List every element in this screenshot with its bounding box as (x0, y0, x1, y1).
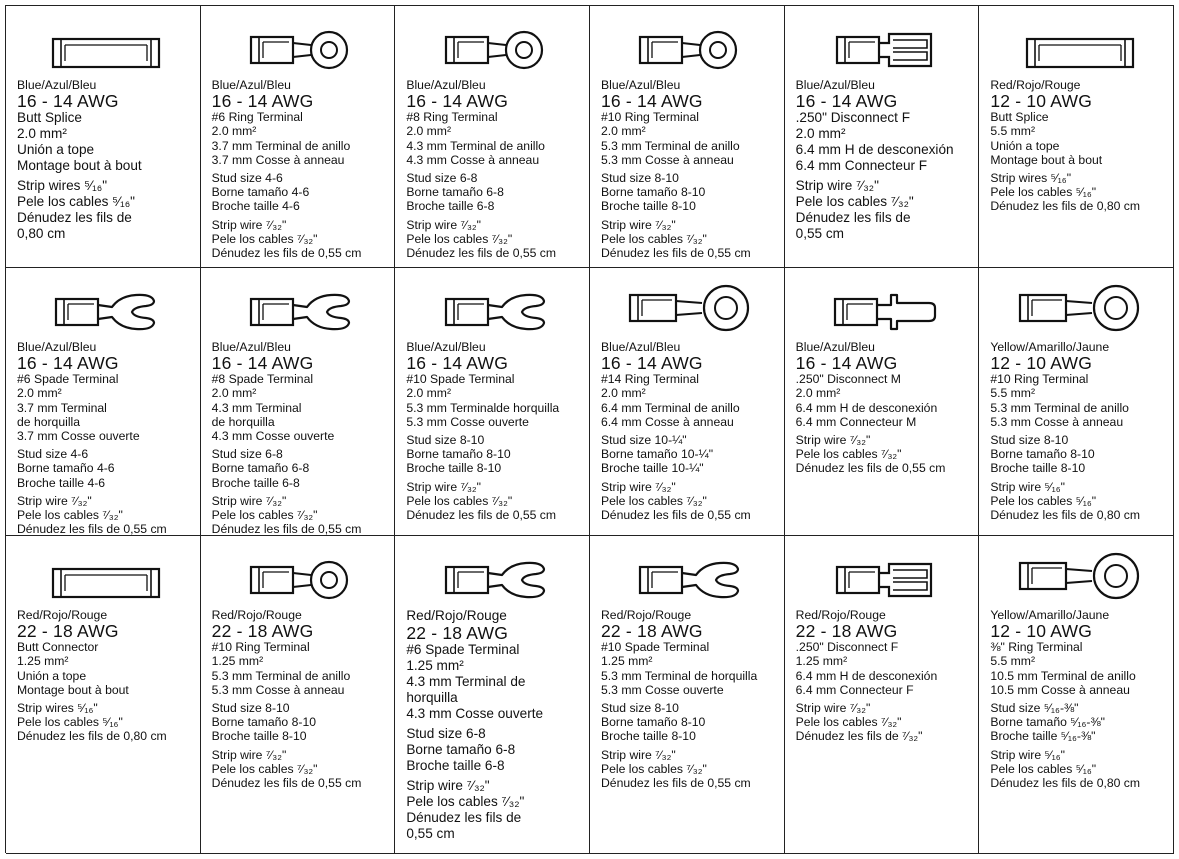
awg-range: 16 - 14 AWG (795, 91, 898, 112)
strip-wire-line: Pele los cables ⁵⁄₁₆" (17, 194, 136, 210)
terminal-cell (785, 536, 980, 854)
strip-wire-line: Pele los cables ⁷⁄₃₂" (601, 231, 707, 246)
strip-wire-line: Dénudez les fils de 0,80 cm (17, 729, 167, 744)
awg-range: 16 - 14 AWG (406, 91, 509, 112)
strip-wire-line: Pele los cables ⁷⁄₃₂" (211, 508, 318, 523)
awg-range: 16 - 14 AWG (211, 91, 314, 112)
stud-size-line: Borne tamaño 8-10 (406, 447, 511, 462)
terminal-description-line: Montage bout à bout (17, 158, 142, 174)
strip-wire-line: Strip wire ⁷⁄₃₂" (17, 493, 92, 508)
strip-wire-line: Strip wire ⁵⁄₁₆" (990, 479, 1065, 494)
stud-size-line: Borne tamaño ⁵⁄₁₆-⅜" (990, 715, 1105, 730)
terminal-cell (590, 536, 785, 854)
terminal-description-line: Unión a tope (17, 142, 95, 158)
terminal-description-line: 5.5 mm² (990, 654, 1036, 669)
terminal-description-line: #10 Ring Terminal (990, 372, 1089, 387)
stud-size-line: Borne tamaño 4-6 (211, 185, 310, 200)
terminal-spec-text (796, 78, 975, 242)
terminal-description-line: 5.5 mm² (990, 386, 1036, 401)
awg-range: 22 - 18 AWG (406, 623, 509, 643)
terminal-description-line: 6.4 mm Connecteur F (795, 158, 928, 174)
terminal-description-line: 2.0 mm² (795, 386, 841, 401)
terminal-cell (201, 268, 396, 536)
spade-terminal-icon (601, 542, 780, 600)
stud-size-line: Broche taille 8-10 (601, 729, 696, 744)
terminal-description-line: 2.0 mm² (601, 386, 646, 401)
strip-wire-line: Strip wire ⁷⁄₃₂" (795, 433, 871, 448)
wire-color-label: Red/Rojo/Rouge (990, 78, 1081, 92)
strip-wire-line: Pele los cables ⁷⁄₃₂" (406, 794, 525, 809)
wire-color-label: Blue/Azul/Bleu (601, 78, 681, 92)
terminal-description-line: 3.7 mm Cosse ouverte (17, 429, 140, 444)
terminal-cell (590, 268, 785, 536)
strip-wire-line: Pele los cables ⁷⁄₃₂" (601, 493, 707, 508)
strip-wire-line: Dénudez les fils de 0,55 cm (601, 508, 751, 523)
terminal-description-line: Montage bout à bout (17, 682, 129, 697)
wire-color-label: Blue/Azul/Bleu (17, 340, 97, 354)
awg-range: 12 - 10 AWG (990, 91, 1093, 112)
terminal-description-line: #6 Spade Terminal (17, 372, 119, 387)
wire-color-label: Blue/Azul/Bleu (601, 340, 681, 354)
awg-range: 16 - 14 AWG (17, 91, 119, 112)
terminal-description-line: 5.3 mm Cosse ouverte (601, 682, 724, 697)
terminal-description-line: 5.3 mm Cosse à anneau (990, 414, 1124, 429)
wire-color-label: Blue/Azul/Bleu (406, 78, 486, 92)
terminal-description-line: 2.0 mm² (17, 126, 67, 142)
terminal-description-line: #8 Ring Terminal (406, 110, 498, 125)
awg-range: 22 - 18 AWG (601, 621, 703, 642)
strip-wire-line: Dénudez les fils de (795, 210, 911, 226)
strip-wire-line: Strip wire ⁷⁄₃₂" (601, 747, 676, 762)
strip-wire-line: Strip wires ⁵⁄₁₆" (990, 171, 1072, 186)
strip-wire-line: Pele los cables ⁵⁄₁₆" (990, 185, 1097, 200)
stud-size-line: Stud size 6-8 (211, 447, 283, 462)
wire-color-label: Blue/Azul/Bleu (211, 340, 291, 354)
stud-size-line: Borne tamaño 8-10 (211, 715, 316, 730)
awg-range: 22 - 18 AWG (211, 621, 314, 642)
awg-range: 16 - 14 AWG (795, 353, 898, 374)
terminal-description-line: 1.25 mm² (406, 658, 464, 673)
terminal-description-line: #10 Spade Terminal (601, 640, 710, 655)
strip-wire-line: Dénudez les fils de 0,55 cm (406, 246, 557, 261)
terminal-description-line: 2.0 mm² (601, 124, 646, 139)
terminal-description-line: 5.3 mm Cosse à anneau (211, 682, 345, 697)
terminal-description-line: #10 Ring Terminal (211, 640, 310, 655)
terminal-description-line: 1.25 mm² (601, 654, 653, 669)
stud-size-line: Borne tamaño 8-10 (990, 447, 1095, 462)
ring-terminal-icon (212, 12, 391, 70)
strip-wire-line: Strip wire ⁷⁄₃₂" (406, 479, 481, 494)
terminal-chart-grid (5, 5, 1174, 853)
wire-color-label: Red/Rojo/Rouge (795, 608, 886, 622)
stud-size-line: Borne tamaño 10-¼" (601, 447, 714, 462)
terminal-description-line: .250" Disconnect F (795, 110, 911, 126)
terminal-description-line: #10 Ring Terminal (601, 110, 700, 125)
butt-splice-icon (990, 12, 1169, 70)
terminal-spec-text (17, 78, 196, 242)
strip-wire-line: Pele los cables ⁷⁄₃₂" (795, 194, 914, 210)
stud-size-line: Stud size 8-10 (406, 433, 485, 448)
terminal-spec-text (212, 340, 391, 536)
terminal-description-line: 2.0 mm² (406, 124, 452, 139)
terminal-description-line: 6.4 mm Connecteur F (795, 682, 914, 697)
strip-wire-line: Dénudez les fils de ⁷⁄₃₂" (795, 729, 923, 744)
terminal-description-line: 6.4 mm Terminal de anillo (601, 400, 740, 415)
strip-wire-line: Dénudez les fils de 0,80 cm (990, 776, 1141, 791)
terminal-cell (979, 536, 1174, 854)
wire-color-label: Red/Rojo/Rouge (17, 608, 108, 622)
terminal-description-line: 6.4 mm H de desconexión (795, 400, 938, 415)
terminal-description-line: Unión a tope (990, 138, 1060, 153)
butt-splice-icon (17, 542, 196, 600)
strip-wire-line: Dénudez les fils de (17, 210, 132, 226)
strip-wire-line: Dénudez les fils de 0,55 cm (406, 508, 557, 523)
strip-wire-line: Dénudez les fils de (406, 810, 522, 825)
ring-terminal-icon (601, 12, 780, 70)
terminal-spec-text (601, 608, 780, 790)
terminal-spec-text (212, 608, 391, 790)
stud-size-line: Stud size 10-¼" (601, 433, 687, 448)
terminal-cell (395, 536, 590, 854)
strip-wire-line: Strip wire ⁷⁄₃₂" (795, 178, 879, 194)
strip-wire-line: Dénudez les fils de 0,55 cm (17, 522, 167, 536)
terminal-description-line: 6.4 mm Connecteur M (795, 414, 917, 429)
terminal-cell (785, 268, 980, 536)
stud-size-line: Stud size 6-8 (406, 726, 486, 741)
terminal-description-line: 6.4 mm Cosse à anneau (601, 414, 734, 429)
strip-wire-line: 0,55 cm (406, 826, 455, 841)
ring-terminal-large-icon (601, 274, 780, 332)
ring-terminal-large-icon (990, 274, 1169, 332)
awg-range: 16 - 14 AWG (406, 353, 509, 374)
stud-size-line: Borne tamaño 8-10 (601, 185, 706, 200)
strip-wire-line: Dénudez les fils de 0,80 cm (990, 508, 1141, 523)
terminal-description-line: 1.25 mm² (211, 654, 264, 669)
terminal-description-line: de horquilla (17, 414, 81, 429)
stud-size-line: Stud size 4-6 (17, 447, 89, 462)
strip-wire-line: Pele los cables ⁷⁄₃₂" (601, 761, 707, 776)
terminal-spec-text (406, 340, 585, 522)
stud-size-line: Borne tamaño 6-8 (406, 742, 516, 757)
terminal-description-line: 4.3 mm Cosse ouverte (406, 706, 544, 721)
terminal-description-line: 6.4 mm H de desconexión (795, 668, 938, 683)
wire-color-label: Blue/Azul/Bleu (795, 78, 875, 92)
wire-color-label: Red/Rojo/Rouge (601, 608, 692, 622)
terminal-description-line: .250" Disconnect M (795, 372, 901, 387)
terminal-description-line: #14 Ring Terminal (601, 372, 700, 387)
strip-wire-line: Pele los cables ⁷⁄₃₂" (211, 231, 318, 246)
strip-wire-line: 0,80 cm (17, 226, 66, 242)
terminal-cell (979, 268, 1174, 536)
stud-size-line: Stud size 4-6 (211, 171, 283, 186)
stud-size-line: Stud size 8-10 (990, 433, 1069, 448)
strip-wire-line: Dénudez les fils de 0,80 cm (990, 199, 1141, 214)
terminal-cell (6, 268, 201, 536)
strip-wire-line: Dénudez les fils de 0,55 cm (601, 246, 751, 261)
stud-size-line: Stud size 8-10 (601, 171, 679, 186)
terminal-description-line: 5.3 mm Terminal de anillo (990, 400, 1129, 415)
terminal-description-line: 5.3 mm Terminal de anillo (601, 138, 740, 153)
strip-wire-line: Pele los cables ⁷⁄₃₂" (17, 508, 123, 523)
wire-color-label: Blue/Azul/Bleu (795, 340, 875, 354)
terminal-description-line: 5.3 mm Terminal de horquilla (601, 668, 758, 683)
stud-size-line: Broche taille 8-10 (406, 461, 502, 476)
stud-size-line: Broche taille 4-6 (17, 475, 106, 490)
terminal-description-line: 2.0 mm² (17, 386, 62, 401)
ring-terminal-icon (212, 542, 391, 600)
terminal-description-line: 4.3 mm Cosse à anneau (406, 152, 540, 167)
strip-wire-line: Pele los cables ⁵⁄₁₆" (17, 715, 123, 730)
terminal-cell (395, 268, 590, 536)
strip-wire-line: Pele los cables ⁷⁄₃₂" (795, 447, 902, 462)
spade-terminal-icon (406, 542, 585, 600)
stud-size-line: Borne tamaño 8-10 (601, 715, 706, 730)
strip-wire-line: Pele los cables ⁷⁄₃₂" (211, 761, 318, 776)
disconnect-male-icon (796, 274, 975, 332)
strip-wire-line: Dénudez les fils de 0,55 cm (795, 461, 946, 476)
terminal-cell (979, 6, 1174, 268)
stud-size-line: Borne tamaño 6-8 (406, 185, 504, 200)
wire-color-label: Yellow/Amarillo/Jaune (990, 608, 1110, 622)
strip-wire-line: Strip wire ⁷⁄₃₂" (406, 217, 481, 232)
terminal-description-line: 5.3 mm Terminalde horquilla (406, 400, 560, 415)
terminal-description-line: 3.7 mm Terminal (17, 400, 107, 415)
stud-size-line: Broche taille 8-10 (211, 729, 307, 744)
terminal-description-line: Unión a tope (17, 668, 87, 683)
terminal-description-line: 2.0 mm² (795, 126, 846, 142)
strip-wire-line: Strip wires ⁵⁄₁₆" (17, 701, 98, 716)
terminal-description-line: #8 Spade Terminal (211, 372, 314, 387)
wire-color-label: Red/Rojo/Rouge (211, 608, 302, 622)
terminal-spec-text (406, 78, 585, 260)
terminal-description-line: Montage bout à bout (990, 152, 1103, 167)
stud-size-line: Borne tamaño 6-8 (211, 461, 310, 476)
stud-size-line: Stud size 8-10 (601, 701, 679, 716)
terminal-description-line: 2.0 mm² (211, 124, 257, 139)
strip-wire-line: Pele los cables ⁵⁄₁₆" (990, 493, 1097, 508)
ring-terminal-icon (406, 12, 585, 70)
terminal-spec-text (17, 608, 196, 744)
awg-range: 16 - 14 AWG (601, 91, 703, 112)
wire-color-label: Red/Rojo/Rouge (406, 608, 507, 623)
terminal-spec-text (212, 78, 391, 260)
terminal-cell (590, 6, 785, 268)
strip-wire-line: Strip wire ⁵⁄₁₆" (990, 747, 1065, 762)
terminal-cell (6, 6, 201, 268)
stud-size-line: Broche taille 8-10 (601, 199, 696, 214)
strip-wire-line: Dénudez les fils de 0,55 cm (211, 522, 362, 536)
terminal-description-line: Butt Splice (17, 110, 82, 126)
terminal-cell (201, 536, 396, 854)
disconnect-female-icon (796, 542, 975, 600)
stud-size-line: Broche taille 6-8 (406, 758, 505, 773)
terminal-spec-text (601, 340, 780, 522)
spade-terminal-icon (406, 274, 585, 332)
stud-size-line: Broche taille ⁵⁄₁₆-⅜" (990, 729, 1096, 744)
terminal-spec-text (990, 78, 1169, 214)
terminal-description-line: 3.7 mm Cosse à anneau (211, 152, 345, 167)
terminal-description-line: 4.3 mm Terminal de anillo (406, 138, 545, 153)
disconnect-female-icon (796, 12, 975, 70)
wire-color-label: Blue/Azul/Bleu (211, 78, 291, 92)
terminal-description-line: 5.3 mm Terminal de anillo (211, 668, 351, 683)
terminal-description-line: ⅜" Ring Terminal (990, 640, 1083, 655)
terminal-description-line: 5.5 mm² (990, 124, 1036, 139)
terminal-description-line: horquilla (406, 690, 458, 705)
spade-terminal-icon (212, 274, 391, 332)
strip-wire-line: Dénudez les fils de 0,55 cm (211, 246, 362, 261)
stud-size-line: Broche taille 6-8 (406, 199, 495, 214)
stud-size-line: Borne tamaño 4-6 (17, 461, 115, 476)
terminal-spec-text (406, 608, 585, 842)
stud-size-line: Stud size 8-10 (211, 701, 290, 716)
stud-size-line: Broche taille 8-10 (990, 461, 1086, 476)
butt-splice-icon (17, 12, 196, 70)
terminal-description-line: #6 Spade Terminal (406, 642, 520, 657)
terminal-description-line: 4.3 mm Terminal (211, 400, 302, 415)
awg-range: 16 - 14 AWG (211, 353, 314, 374)
stud-size-line: Stud size ⁵⁄₁₆-⅜" (990, 701, 1079, 716)
terminal-description-line: Butt Connector (17, 640, 99, 655)
stud-size-line: Broche taille 6-8 (211, 475, 300, 490)
terminal-description-line: 4.3 mm Cosse ouverte (211, 429, 335, 444)
terminal-description-line: .250" Disconnect F (795, 640, 899, 655)
wire-color-label: Blue/Azul/Bleu (17, 78, 97, 92)
terminal-description-line: 2.0 mm² (211, 386, 257, 401)
strip-wire-line: 0,55 cm (795, 226, 845, 242)
wire-color-label: Blue/Azul/Bleu (406, 340, 486, 354)
strip-wire-line: Strip wires ⁵⁄₁₆" (17, 178, 108, 194)
terminal-spec-text (796, 608, 975, 744)
strip-wire-line: Strip wire ⁷⁄₃₂" (211, 217, 287, 232)
terminal-cell (785, 6, 980, 268)
awg-range: 22 - 18 AWG (17, 621, 119, 642)
terminal-spec-text (601, 78, 780, 260)
terminal-description-line: 10.5 mm Terminal de anillo (990, 668, 1136, 683)
terminal-description-line: 4.3 mm Terminal de (406, 674, 526, 689)
strip-wire-line: Dénudez les fils de 0,55 cm (601, 776, 751, 791)
strip-wire-line: Strip wire ⁷⁄₃₂" (601, 479, 676, 494)
stud-size-line: Broche taille 10-¼" (601, 461, 704, 476)
ring-terminal-large-icon (990, 542, 1169, 600)
strip-wire-line: Strip wire ⁷⁄₃₂" (211, 747, 287, 762)
terminal-description-line: 10.5 mm Cosse à anneau (990, 682, 1130, 697)
terminal-description-line: 1.25 mm² (17, 654, 69, 669)
awg-range: 16 - 14 AWG (601, 353, 703, 374)
strip-wire-line: Pele los cables ⁵⁄₁₆" (990, 761, 1097, 776)
terminal-spec-text (796, 340, 975, 476)
terminal-cell (395, 6, 590, 268)
terminal-spec-text (990, 608, 1169, 790)
terminal-spec-text (990, 340, 1169, 522)
strip-wire-line: Strip wire ⁷⁄₃₂" (211, 493, 287, 508)
awg-range: 16 - 14 AWG (17, 353, 119, 374)
terminal-description-line: 6.4 mm H de desconexión (795, 142, 954, 158)
strip-wire-line: Dénudez les fils de 0,55 cm (211, 776, 362, 791)
terminal-description-line: #10 Spade Terminal (406, 372, 515, 387)
strip-wire-line: Pele los cables ⁷⁄₃₂" (406, 231, 513, 246)
awg-range: 22 - 18 AWG (795, 621, 898, 642)
terminal-cell (6, 536, 201, 854)
spade-terminal-icon (17, 274, 196, 332)
terminal-description-line: 2.0 mm² (406, 386, 452, 401)
stud-size-line: Stud size 6-8 (406, 171, 478, 186)
terminal-description-line: 3.7 mm Terminal de anillo (211, 138, 351, 153)
terminal-description-line: 5.3 mm Cosse ouverte (406, 414, 529, 429)
stud-size-line: Broche taille 4-6 (211, 199, 300, 214)
awg-range: 12 - 10 AWG (990, 621, 1093, 642)
strip-wire-line: Strip wire ⁷⁄₃₂" (795, 701, 871, 716)
terminal-description-line: Butt Splice (990, 110, 1049, 125)
strip-wire-line: Pele los cables ⁷⁄₃₂" (795, 715, 902, 730)
terminal-description-line: #6 Ring Terminal (211, 110, 303, 125)
terminal-spec-text (17, 340, 196, 536)
strip-wire-line: Strip wire ⁷⁄₃₂" (601, 217, 676, 232)
strip-wire-line: Pele los cables ⁷⁄₃₂" (406, 493, 513, 508)
terminal-description-line: 1.25 mm² (795, 654, 848, 669)
strip-wire-line: Strip wire ⁷⁄₃₂" (406, 778, 490, 793)
awg-range: 12 - 10 AWG (990, 353, 1093, 374)
terminal-description-line: 5.3 mm Cosse à anneau (601, 152, 734, 167)
wire-color-label: Yellow/Amarillo/Jaune (990, 340, 1110, 354)
terminal-cell (201, 6, 396, 268)
terminal-description-line: de horquilla (211, 414, 275, 429)
